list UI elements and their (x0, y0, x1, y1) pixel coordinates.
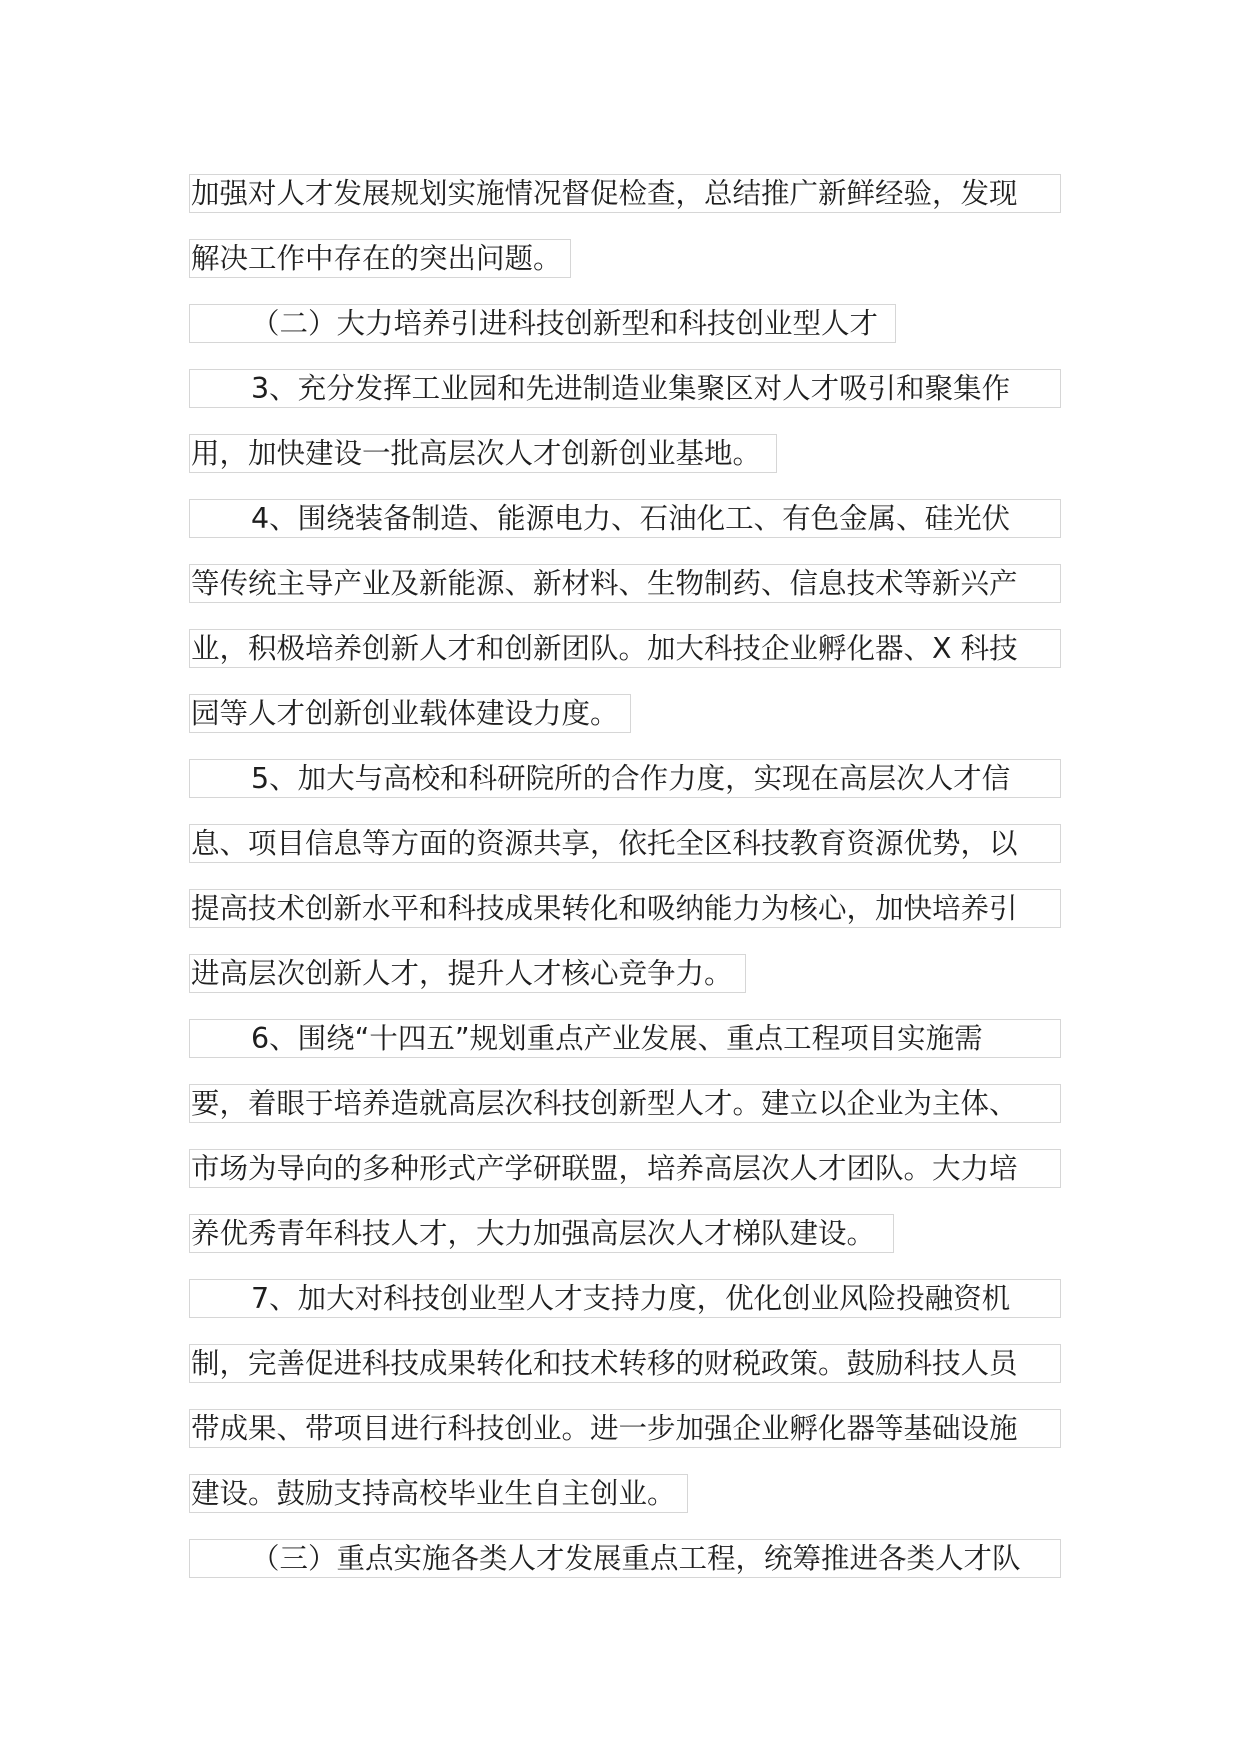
text-line (189, 1409, 1061, 1474)
text-line (189, 1084, 1061, 1149)
text-line (189, 1019, 1061, 1084)
text-line (189, 629, 1061, 694)
text-line-box: 息、项目信息等方面的资源共享，依托全区科技教育资源优势，以 (189, 824, 1061, 863)
text-line-box: 等传统主导产业及新能源、新材料、生物制药、信息技术等新兴产 (189, 564, 1061, 603)
section-heading (189, 304, 1061, 369)
text-line-box: 进高层次创新人才，提升人才核心竞争力。 (189, 954, 746, 993)
text-line-box: 6、围绕“十四五”规划重点产业发展、重点工程项目实施需 (189, 1019, 1061, 1058)
text-line-box: 提高技术创新水平和科技成果转化和吸纳能力为核心，加快培养引 (189, 889, 1061, 928)
text-line (189, 759, 1061, 824)
text-line-box: 养优秀青年科技人才，大力加强高层次人才梯队建设。 (189, 1214, 894, 1253)
text-line (189, 1474, 1061, 1539)
text-line-box: 业，积极培养创新人才和创新团队。加大科技企业孵化器、X 科技 (189, 629, 1061, 668)
text-line (189, 1344, 1061, 1409)
text-line-box: 带成果、带项目进行科技创业。进一步加强企业孵化器等基础设施 (189, 1409, 1061, 1448)
text-line-box: （三）重点实施各类人才发展重点工程，统筹推进各类人才队 (189, 1539, 1061, 1578)
text-line (189, 694, 1061, 759)
text-line (189, 174, 1061, 239)
text-line (189, 1214, 1061, 1279)
text-line (189, 369, 1061, 434)
text-line-box: 4、围绕装备制造、能源电力、石油化工、有色金属、硅光伏 (189, 499, 1061, 538)
text-line-box: （二）大力培养引进科技创新型和科技创业型人才 (189, 304, 896, 343)
text-line (189, 499, 1061, 564)
document-body (189, 174, 1061, 1604)
text-line (189, 239, 1061, 304)
text-line-box: 要，着眼于培养造就高层次科技创新型人才。建立以企业为主体、 (189, 1084, 1061, 1123)
text-line (189, 954, 1061, 1019)
text-line (189, 1149, 1061, 1214)
text-line (189, 434, 1061, 499)
text-line-box: 解决工作中存在的突出问题。 (189, 239, 571, 278)
text-line-box: 3、充分发挥工业园和先进制造业集聚区对人才吸引和聚集作 (189, 369, 1061, 408)
text-line-box: 用，加快建设一批高层次人才创新创业基地。 (189, 434, 777, 473)
text-line-box: 5、加大与高校和科研院所的合作力度，实现在高层次人才信 (189, 759, 1061, 798)
text-line (189, 564, 1061, 629)
text-line (189, 824, 1061, 889)
text-line-box: 制，完善促进科技成果转化和技术转移的财税政策。鼓励科技人员 (189, 1344, 1061, 1383)
section-heading (189, 1539, 1061, 1604)
text-line-box: 加强对人才发展规划实施情况督促检查，总结推广新鲜经验，发现 (189, 174, 1061, 213)
text-line-box: 建设。鼓励支持高校毕业生自主创业。 (189, 1474, 688, 1513)
text-line (189, 889, 1061, 954)
text-line-box: 7、加大对科技创业型人才支持力度，优化创业风险投融资机 (189, 1279, 1061, 1318)
text-line-box: 市场为导向的多种形式产学研联盟，培养高层次人才团队。大力培 (189, 1149, 1061, 1188)
text-line-box: 园等人才创新创业载体建设力度。 (189, 694, 631, 733)
text-line (189, 1279, 1061, 1344)
